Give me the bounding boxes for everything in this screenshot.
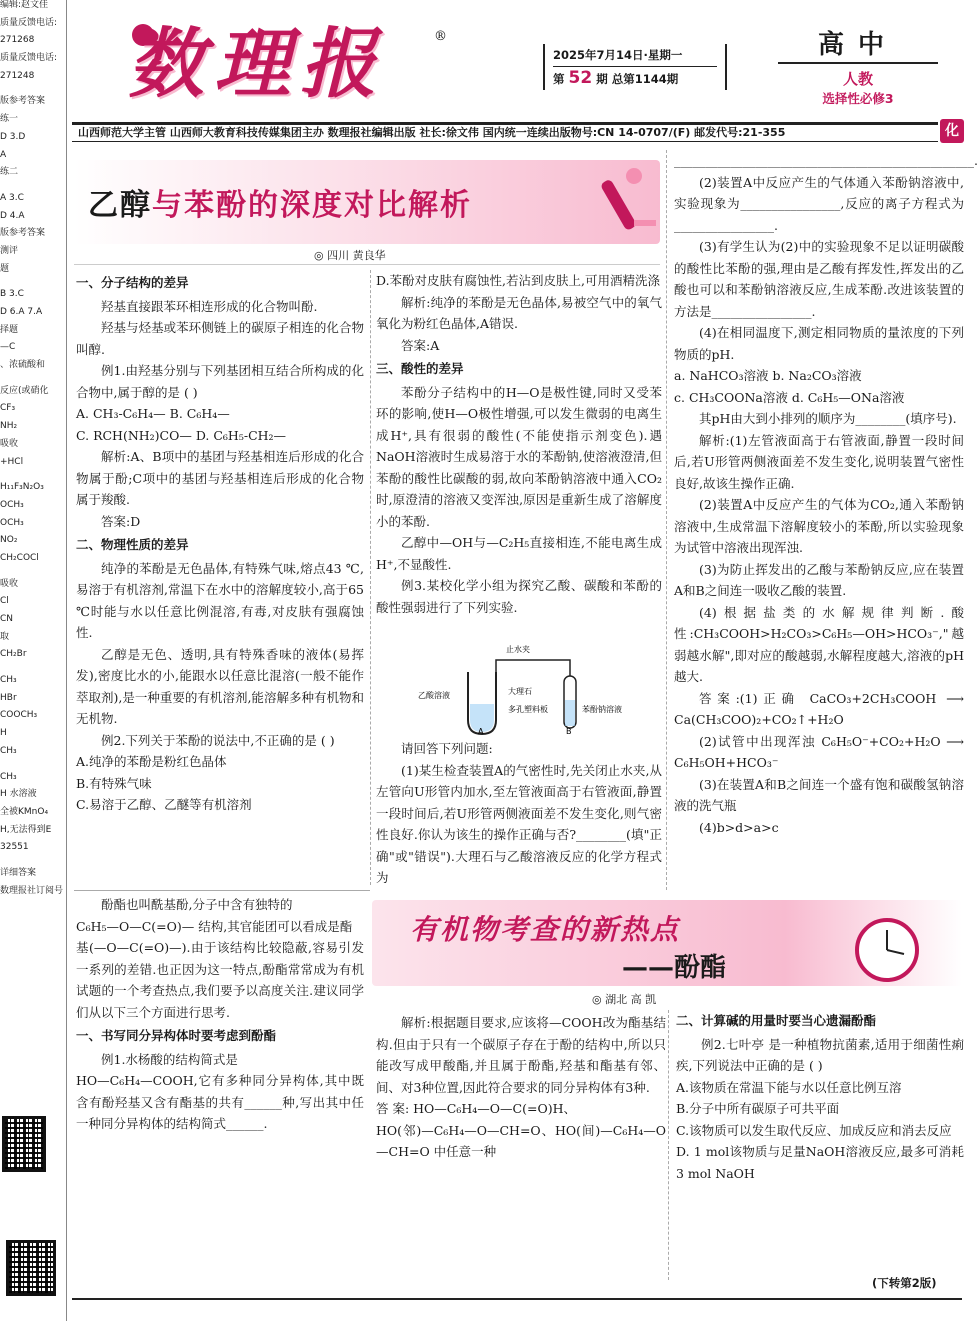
apparatus-label-a: A <box>478 727 484 736</box>
sidebar-line: D 3.D <box>0 131 26 142</box>
phenoxide-label: 苯酚钠溶液 <box>582 705 622 714</box>
sidebar-line: +HCl <box>0 456 24 467</box>
article1-title: 乙醇与苯酚的深度对比解析 <box>88 188 472 223</box>
sidebar-line: 编辑:赵文佳 <box>0 0 49 10</box>
sidebar-line: H₁₁F₃N₂O₃ <box>0 482 44 493</box>
column-divider-3 <box>668 1010 669 1280</box>
sidebar-line: B 3.C <box>0 289 24 300</box>
sidebar-line: CH₃ <box>0 745 17 756</box>
article1-banner <box>74 160 660 244</box>
article1-column-1 <box>76 270 364 816</box>
grade-block <box>778 28 938 108</box>
sidebar-line: CN <box>0 614 14 624</box>
paragraph: 酚酯也叫酰基酚,分子中含有独特的 <box>101 897 293 912</box>
section-heading: 二、物理性质的差异 <box>76 537 189 552</box>
article2-subtitle: ——酚酯 <box>622 953 727 983</box>
option-line: C.易溶于乙醇、乙醚等有机溶剂 <box>76 797 252 812</box>
paragraph: (4)在相同温度下,测定相同物质的量浓度的下列物质的pH. <box>674 325 964 362</box>
pen-mascot-icon <box>594 164 658 242</box>
option-line: HO—C₆H₄—COOH,它有多种同分异构体,其中既含有酚羟基又含有酯基的共有______种,写出其中任一种同分异构体的结构简式______. <box>76 1073 364 1131</box>
paragraph: 纯净的苯酚是无色晶体,有特殊气味,熔点43 ℃,易溶于有机溶剂,常温下在水中的溶解度较小,高于65 ℃时能与水以任意比例混溶,有毒,对皮肤有强腐蚀性. <box>76 560 364 640</box>
sidebar-line: 数理报社订阅号 <box>0 885 64 896</box>
sidebar-line: H <box>0 728 7 739</box>
paragraph: 苯酚分子结构中的H—O是极性键,同时又受苯环的影响,使H—O极性增强,可以发生微弱的电离生成H⁺,具有很弱的酸性(不能使指示剂变色).遇NaOH溶液时生成易溶于水的苯酚钠,使溶液澄清,但苯酚的酸性比碳酸的弱,故向苯酚钠溶液中通入CO₂时,原澄清的溶液又变浑浊,原因是重新生成了溶解度小的苯酚. <box>376 384 662 529</box>
clock-icon <box>842 910 932 984</box>
paragraph: 例1.水杨酸的结构简式是 <box>101 1051 238 1067</box>
option-line: C. RCH(NH₂)CO— D. C₆H₅-CH₂— <box>76 427 287 443</box>
sidebar-line: 32551 <box>0 842 29 853</box>
article2-banner <box>372 900 962 986</box>
paragraph: 解析:根据题目要求,应该将—COOH改为酯基结构.但由于只有一个碳原子存在于酚的结构中,所以只能改写成甲酸酯,并且属于酚酯,羟基和酯基有邻、间、对3种位置,因此符合要求的同分异构体有3种. <box>376 1015 666 1095</box>
option-line: a. NaHCO₃溶液 b. Na₂CO₃溶液 <box>674 368 862 383</box>
paragraph: 答案:(1)正确 CaCO₃+2CH₃COOH ⟶ Ca(CH₃COO)₂+CO₂↑+H₂O <box>674 690 964 727</box>
sidebar-line: 吸收 <box>0 438 19 449</box>
option-line: D. 1 mol该物质与足量NaOH溶液反应,最多可消耗3 mol NaOH <box>676 1144 964 1181</box>
apparatus-diagram <box>418 642 658 738</box>
continued-note: (下转第2版) <box>872 1276 937 1290</box>
sidebar-line: 版参考答案 <box>0 96 46 107</box>
paragraph: 例1.由羟基分别与下列基团相互结合所构成的化合物中,属于醇的是 ( ) <box>76 363 364 400</box>
sidebar-line: H 水溶液 <box>0 789 37 800</box>
paragraph: 例2.下列关于苯酚的说法中,不正确的是 ( ) <box>101 732 335 748</box>
sidebar-line: HBr <box>0 692 17 703</box>
paragraph: (2)装置A中反应产生的气体为CO₂,通入苯酚钠溶液中,生成常温下溶解度较小的苯酚,所以实验现象为试管中溶液出现浑浊. <box>674 497 964 555</box>
paragraph: 羟基直接跟苯环相连形成的化合物叫酚. <box>101 298 318 314</box>
book-label: 选择性必修3 <box>822 91 894 106</box>
sidebar-line: COOCH₃ <box>0 710 38 721</box>
section-heading: 三、酸性的差异 <box>376 361 464 376</box>
author-rule <box>74 264 660 265</box>
sidebar-divider <box>66 0 67 1321</box>
paragraph: 乙醇是无色、透明,具有特殊香味的液体(易挥发),密度比水的小,能跟水以任意比混溶(一般不能作萃取剂),是一种重要的有机溶剂,能溶解多种有机物和无机物. <box>76 646 364 726</box>
paragraph: 解析:纯净的苯酚是无色晶体,易被空气中的氧气氧化为粉红色晶体,A错误. <box>376 294 662 331</box>
sidebar-line: 吸收 <box>0 578 19 589</box>
option-line: D.苯酚对皮肤有腐蚀性,若沾到皮肤上,可用酒精洗涤 <box>376 273 660 288</box>
column-divider-1 <box>370 270 371 885</box>
sidebar-line: 择题 <box>0 324 19 335</box>
apparatus-label-b: B <box>566 727 572 736</box>
newspaper-title: 数理报 <box>128 19 386 108</box>
article2-top-rule <box>74 890 370 891</box>
paragraph: (3)有学生认为(2)中的实验现象不足以证明碳酸的酸性比苯酚的强,理由是乙酸有挥发性,挥发出的乙酸也可以和苯酚钠溶液反应,生成苯酚.改进该装置的方法是________________. <box>674 239 964 319</box>
sidebar-line: CH₃ <box>0 771 17 782</box>
option-line: B.分子中所有碳原子可共平面 <box>676 1101 840 1116</box>
sidebar-line: 练一 <box>0 114 19 125</box>
date-line: 2025年7月14日·星期一 <box>553 48 683 62</box>
registered-mark: ® <box>434 29 447 44</box>
option-line: B.有特殊气味 <box>76 775 152 791</box>
paragraph: 羟基与烃基或苯环侧链上的碳原子相连的化合物叫醇. <box>76 320 364 357</box>
sidebar-line: 版参考答案 <box>0 228 46 239</box>
paragraph: 例2.七叶亭 是一种植物抗菌素,适用于细菌性痢疾,下列说法中正确的是 ( ) <box>676 1036 964 1073</box>
option-line: 答 案: HO—C₆H₄—O—C(=O)H、 <box>376 1101 576 1116</box>
sidebar-line: NO₂ <box>0 535 18 546</box>
grade-label: 高中 <box>778 28 938 64</box>
section-heading: 一、分子结构的差异 <box>76 275 189 290</box>
sidebar-line: 测评 <box>0 245 19 256</box>
subject-tag: 化 <box>940 119 964 143</box>
sidebar-line: CH₂Br <box>0 649 27 660</box>
sidebar-line: 271248 <box>0 70 35 81</box>
sidebar-line: —C <box>0 342 16 353</box>
bottom-rule <box>72 1298 962 1300</box>
option-line: ________________________________________________. <box>674 153 978 168</box>
sidebar-line: OCH₃ <box>0 517 24 528</box>
article1-column-3 <box>674 150 978 838</box>
sidebar-line: A 3.C <box>0 192 24 203</box>
sidebar-line: A <box>0 149 7 160</box>
section-heading: 一、书写同分异构体时要考虑到酚酯 <box>76 1028 277 1043</box>
acetic-acid-label: 乙酸溶液 <box>418 691 450 700</box>
paragraph: (4)根据盐类的水解规律判断.酸性:CH₃COOH>H₂CO₃>C₆H₅—OH>HCO₃⁻,"越弱越水解",即对应的酸越弱,水解程度越大,溶液的pH越大. <box>674 604 964 684</box>
column-divider-2 <box>666 150 667 890</box>
option-line: c. CH₃COONa溶液 d. C₆H₅—ONa溶液 <box>674 389 905 405</box>
sidebar-line: D 4.A <box>0 210 25 221</box>
edition-label: 人教 <box>842 70 873 88</box>
option-line: A.该物质在常温下能与水以任意比例互溶 <box>676 1079 902 1095</box>
paragraph: (4)b>d>a>c <box>699 819 779 835</box>
paragraph: 解析:(1)左管液面高于右管液面,静置一段时间后,若U形管两侧液面差不发生变化,说明装置气密性良好,故该生操作正确. <box>674 432 964 491</box>
sidebar-line: 271268 <box>0 35 35 46</box>
paragraph: 答案:D <box>101 513 141 529</box>
paragraph: 答案:A <box>401 337 440 353</box>
paragraph: (2)试管中出现浑浊 C₆H₅O⁻+CO₂+H₂O ⟶ C₆H₅OH+HCO₃⁻ <box>674 733 964 770</box>
sidebar-line: 、浓硫酸和 <box>0 360 46 371</box>
option-line: C.该物质可以发生取代反应、加成反应和消去反应 <box>676 1122 952 1138</box>
paragraph: 其pH由大到小排列的顺序为________(填序号). <box>699 411 957 426</box>
qr-code-subscribe <box>6 1240 56 1296</box>
clamp-label: 止水夹 <box>506 645 530 654</box>
date-block <box>543 44 727 90</box>
issue-number: 52 <box>568 68 593 88</box>
sidebar-line: 详细答案 <box>0 867 37 878</box>
sidebar-line: 练二 <box>0 167 19 178</box>
sidebar-line: 反应(或硝化 <box>0 385 49 396</box>
paragraph: (1)某生检查装置A的气密性时,先关闭止水夹,从左管向U形管内加水,至左管液面高于右管液面,静置一段时间后,若U形管两侧液面差不发生变化,则气密性良好.你认为该生的操作正确与否?________(填"正确"或"错误").大理石与乙酸溶液反应的化学方程式为 <box>376 762 662 885</box>
qr-code-top <box>2 1116 46 1172</box>
sidebar-line: OCH₃ <box>0 499 24 510</box>
sidebar-line: 质量反馈电话: <box>0 17 58 28</box>
issue-line: 第 52 期 总第1144期 <box>553 66 717 90</box>
option-line: A.纯净的苯酚是粉红色晶体 <box>76 754 227 769</box>
paragraph: 乙醇中—OH与—C₂H₅直接相连,不能电离生成H⁺,不显酸性. <box>376 535 662 572</box>
article2-left-column <box>76 894 364 1135</box>
paragraph: (2)装置A中反应产生的气体通入苯酚钠溶液中,实验现象为________________,反应的离子方程式为________________. <box>674 174 964 233</box>
sidebar-line: 质量反馈电话: <box>0 53 58 64</box>
publisher-info-bar: 山西师范大学主管 山西师大教育科技传媒集团主办 数理报社编辑出版 社长:徐文伟 国内统一连续出版物号:CN 14-0707/(F) 邮发代号:21-355 <box>72 122 938 142</box>
sidebar-line: NH₂ <box>0 421 18 432</box>
article2-title: 有机物考查的新热点 <box>410 913 681 946</box>
paragraph: (3)为防止挥发出的乙酸与苯酚钠反应,应在装置A和B之间连一吸收乙酸的装置. <box>674 561 964 598</box>
paragraph: 请回答下列问题: <box>401 741 493 756</box>
article1-author: ◎ 四川 黄良华 <box>314 249 386 262</box>
option-line: A. CH₃-C₆H₄— B. C₆H₄— <box>76 406 230 421</box>
section-heading: 二、计算碱的用量时要当心遗漏酚酯 <box>676 1013 877 1028</box>
sidebar-line: 题 <box>0 263 10 274</box>
paragraph: 例3.某校化学小组为探究乙酸、碳酸和苯酚的酸性强弱进行了下列实验. <box>376 578 662 615</box>
sidebar-line: Cl <box>0 596 9 607</box>
option-line: C₆H₅—O—C(=O)— 结构,其官能团可以看成是酯 <box>76 918 353 934</box>
marble-label: 大理石 <box>508 687 532 696</box>
option-line: 基(—O—C(=O)—).由于该结构比较隐蔽,容易引发一系列的差错.也正因为这一特点,酚酯常常成为有机试题的一个考查热点,我们要予以高度关注.建议同学们从以下三个方面进行思考. <box>76 940 364 1020</box>
sidebar-line: 全被KMnO₄ <box>0 806 49 817</box>
option-line: HO(邻)—C₆H₄—O—CH=O、HO(间)—C₆H₄—O—CH=O 中任意一种 <box>376 1122 666 1159</box>
sidebar-line: 取 <box>0 631 10 642</box>
sidebar-line: D 6.A 7.A <box>0 307 43 317</box>
article1-column-2-continued <box>376 738 662 889</box>
sidebar-line: CH₂COCl <box>0 552 39 563</box>
sidebar-line: H,无法得到E <box>0 824 52 835</box>
article2-author: ◎ 湖北 高 凯 <box>592 993 657 1006</box>
sidebar-line: CH₃ <box>0 675 17 686</box>
article2-middle-column <box>376 1012 666 1163</box>
paragraph: (3)在装置A和B之间连一个盛有饱和碳酸氢钠溶液的洗气瓶 <box>674 776 964 813</box>
article1-column-2 <box>376 270 662 618</box>
paragraph: 解析:A、B项中的基团与羟基相连后形成的化合物属于酚;C项中的基团与羟基相连后形成的化合物属于羧酸. <box>76 449 364 507</box>
sidebar-line: CF₃ <box>0 403 16 414</box>
article2-right-column <box>676 1008 964 1184</box>
plate-label: 多孔塑料板 <box>508 705 548 714</box>
